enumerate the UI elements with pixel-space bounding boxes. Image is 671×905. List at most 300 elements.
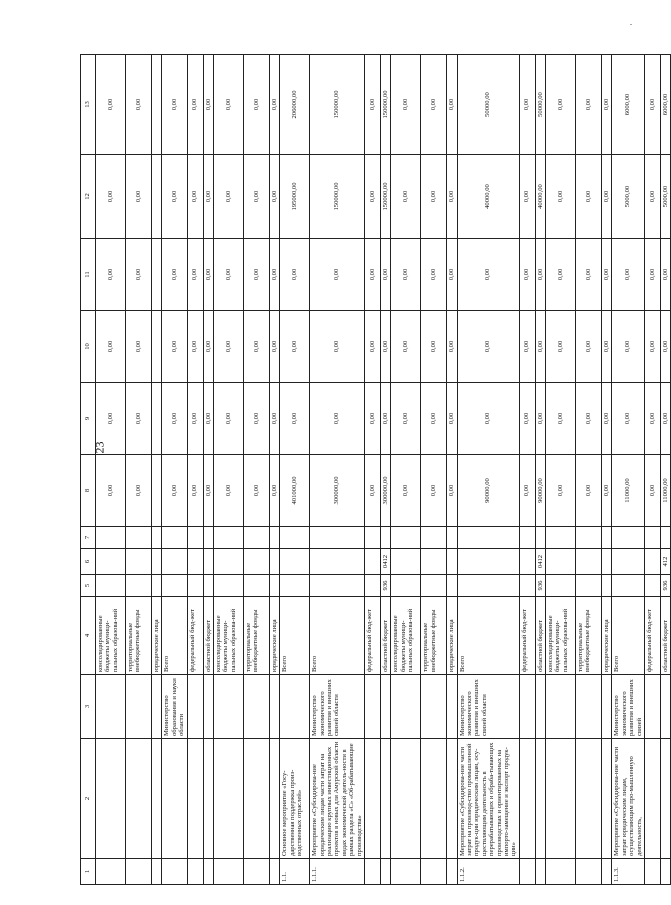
cell-col-4: Всего — [612, 597, 645, 675]
cell-col-6 — [213, 549, 243, 575]
cell-col-9: 0,00 — [546, 383, 576, 455]
cell-col-1 — [535, 859, 545, 885]
table-row — [660, 55, 670, 885]
cell-col-11: 0,00 — [162, 239, 187, 311]
cell-col-13: 150000,00 — [310, 55, 365, 155]
cell-col-6 — [187, 549, 203, 575]
cell-col-10: 0,00 — [535, 311, 545, 383]
cell-col-9: 0,00 — [519, 383, 535, 455]
cell-col-11: 0,00 — [280, 239, 310, 311]
cell-col-11: 0,00 — [519, 239, 535, 311]
cell-col-9: 0,00 — [126, 383, 152, 455]
cell-col-3: Министерство образования и науки области — [162, 675, 187, 739]
cell-col-6 — [447, 549, 457, 575]
header-cell-3: 3 — [81, 675, 96, 739]
cell-col-3 — [126, 675, 152, 739]
cell-col-11: 0,00 — [364, 239, 380, 311]
cell-col-9: 0,00 — [421, 383, 447, 455]
cell-col-2 — [546, 739, 576, 859]
cell-col-9: 0,00 — [660, 383, 670, 455]
table-body — [96, 55, 671, 885]
cell-col-5: 936 — [380, 575, 390, 597]
rotated-page — [80, 75, 669, 885]
cell-col-5 — [152, 575, 162, 597]
cell-col-2 — [96, 739, 126, 859]
table-row — [310, 55, 365, 885]
cell-col-11: 0,00 — [546, 239, 576, 311]
cell-col-9: 0,00 — [447, 383, 457, 455]
cell-col-7 — [612, 527, 645, 549]
cell-col-9: 0,00 — [162, 383, 187, 455]
cell-col-10: 0,00 — [203, 311, 213, 383]
table-row — [612, 55, 645, 885]
cell-col-8: 401000,00 — [280, 455, 310, 527]
table-row — [602, 55, 612, 885]
cell-col-2 — [391, 739, 421, 859]
cell-col-1 — [380, 859, 390, 885]
cell-col-12: 0,00 — [126, 155, 152, 239]
cell-col-4: Всего — [457, 597, 519, 675]
cell-col-2 — [152, 739, 162, 859]
cell-col-10: 0,00 — [213, 311, 243, 383]
cell-col-1: 1.1.3. — [612, 859, 645, 885]
cell-col-5 — [644, 575, 660, 597]
cell-col-6 — [519, 549, 535, 575]
cell-col-5 — [447, 575, 457, 597]
cell-col-7 — [644, 527, 660, 549]
cell-col-9: 0,00 — [535, 383, 545, 455]
cell-col-11: 0,00 — [447, 239, 457, 311]
cell-col-11: 0,00 — [421, 239, 447, 311]
cell-col-12: 5000,00 — [660, 155, 670, 239]
cell-col-4: Всего — [310, 597, 365, 675]
table-row — [421, 55, 447, 885]
cell-col-3: Министерство экономического развития и внешних связей области — [310, 675, 365, 739]
header-cell-13: 13 — [81, 55, 96, 155]
cell-col-1 — [213, 859, 243, 885]
cell-col-10: 0,00 — [96, 311, 126, 383]
cell-col-1 — [546, 859, 576, 885]
cell-col-12: 40000,00 — [457, 155, 519, 239]
cell-col-7 — [152, 527, 162, 549]
cell-col-3 — [644, 675, 660, 739]
cell-col-4: юридические лица — [447, 597, 457, 675]
cell-col-2 — [162, 739, 187, 859]
cell-col-3 — [421, 675, 447, 739]
cell-col-1 — [96, 859, 126, 885]
cell-col-12: 0,00 — [447, 155, 457, 239]
header-cell-1: 1 — [81, 859, 96, 885]
cell-col-10: 0,00 — [162, 311, 187, 383]
cell-col-13: 0,00 — [269, 55, 279, 155]
cell-col-7 — [213, 527, 243, 549]
cell-col-5 — [126, 575, 152, 597]
cell-col-3 — [391, 675, 421, 739]
cell-col-12: 0,00 — [96, 155, 126, 239]
cell-col-9: 0,00 — [280, 383, 310, 455]
cell-col-1 — [576, 859, 602, 885]
cell-col-9: 0,00 — [612, 383, 645, 455]
cell-col-10: 0,00 — [391, 311, 421, 383]
cell-col-9: 0,00 — [96, 383, 126, 455]
cell-col-8: 0,00 — [519, 455, 535, 527]
cell-col-10: 0,00 — [380, 311, 390, 383]
cell-col-4: консолидированные бюджеты муници-пальных образова-ний — [96, 597, 126, 675]
cell-col-1 — [391, 859, 421, 885]
cell-col-6 — [162, 549, 187, 575]
cell-col-6: 0412 — [535, 549, 545, 575]
cell-col-4: федеральный бюд-жет — [187, 597, 203, 675]
cell-col-10: 0,00 — [602, 311, 612, 383]
header-cell-8: 8 — [81, 455, 96, 527]
cell-col-5 — [576, 575, 602, 597]
cell-col-6 — [421, 549, 447, 575]
cell-col-2 — [380, 739, 390, 859]
cell-col-8: 0,00 — [213, 455, 243, 527]
cell-col-13: 0,00 — [364, 55, 380, 155]
cell-col-8: 0,00 — [126, 455, 152, 527]
cell-col-5: 936 — [660, 575, 670, 597]
cell-col-11: 0,00 — [644, 239, 660, 311]
header-cell-11: 11 — [81, 239, 96, 311]
cell-col-6 — [576, 549, 602, 575]
cell-col-7 — [447, 527, 457, 549]
cell-col-2 — [243, 739, 269, 859]
cell-col-13: 0,00 — [644, 55, 660, 155]
cell-col-9: 0,00 — [457, 383, 519, 455]
cell-col-11: 0,00 — [243, 239, 269, 311]
cell-col-6 — [644, 549, 660, 575]
cell-col-11: 0,00 — [310, 239, 365, 311]
cell-col-1 — [421, 859, 447, 885]
cell-col-7 — [391, 527, 421, 549]
cell-col-4: консолидированные бюджеты муници-пальных образова-ний — [213, 597, 243, 675]
cell-col-13: 0,00 — [391, 55, 421, 155]
cell-col-4: территориальные внебюджетные фонды — [126, 597, 152, 675]
cell-col-9: 0,00 — [243, 383, 269, 455]
header-cell-9: 9 — [81, 383, 96, 455]
cell-col-13: 150000,00 — [380, 55, 390, 155]
cell-col-1 — [162, 859, 187, 885]
cell-col-5 — [162, 575, 187, 597]
cell-col-3 — [602, 675, 612, 739]
cell-col-7 — [96, 527, 126, 549]
cell-col-2 — [187, 739, 203, 859]
cell-col-11: 0,00 — [576, 239, 602, 311]
cell-col-11: 0,00 — [535, 239, 545, 311]
cell-col-12: 0,00 — [203, 155, 213, 239]
cell-col-5 — [457, 575, 519, 597]
cell-col-2 — [576, 739, 602, 859]
cell-col-1: 1.1. — [280, 859, 310, 885]
cell-col-10: 0,00 — [612, 311, 645, 383]
cell-col-11: 0,00 — [602, 239, 612, 311]
cell-col-2 — [519, 739, 535, 859]
cell-col-10: 0,00 — [126, 311, 152, 383]
cell-col-13: 0,00 — [576, 55, 602, 155]
cell-col-3 — [96, 675, 126, 739]
cell-col-12: 0,00 — [602, 155, 612, 239]
cell-col-3: Министерство экономического развития и внешних связей области — [457, 675, 519, 739]
cell-col-5 — [391, 575, 421, 597]
cell-col-9: 0,00 — [380, 383, 390, 455]
table-row — [546, 55, 576, 885]
cell-col-1 — [187, 859, 203, 885]
cell-col-6 — [243, 549, 269, 575]
header-cell-12: 12 — [81, 155, 96, 239]
cell-col-2: Мероприятие «Субсидирова-ние части затрат юридическим лицам, осуществляющим про-мышленную деятельность, — [612, 739, 645, 859]
cell-col-12: 0,00 — [576, 155, 602, 239]
cell-col-2 — [535, 739, 545, 859]
cell-col-4: федеральный бюд-жет — [644, 597, 660, 675]
cell-col-12: 0,00 — [213, 155, 243, 239]
cell-col-12: 0,00 — [546, 155, 576, 239]
cell-col-8: 0,00 — [602, 455, 612, 527]
cell-col-13: 0,00 — [96, 55, 126, 155]
cell-col-8: 11000,00 — [612, 455, 645, 527]
cell-col-3 — [576, 675, 602, 739]
cell-col-13 — [152, 55, 162, 155]
cell-col-5 — [187, 575, 203, 597]
cell-col-8: 0,00 — [576, 455, 602, 527]
cell-col-11: 0,00 — [391, 239, 421, 311]
cell-col-7 — [243, 527, 269, 549]
cell-col-6 — [391, 549, 421, 575]
cell-col-13: 206000,00 — [280, 55, 310, 155]
cell-col-8: 90000,00 — [535, 455, 545, 527]
header-cell-4: 4 — [81, 597, 96, 675]
cell-col-9: 0,00 — [391, 383, 421, 455]
cell-col-2: Мероприятие «Субсидирова-ние части затрат на производ-ство промышленной продук-ции юридическим лицам, осу-ществляющим деятельность в перерабатывающих и обраба-тывающих производствах и ориентированных на импорто-замещение и экспорт продук-ции» — [457, 739, 519, 859]
cell-col-6 — [457, 549, 519, 575]
cell-col-13: 0,00 — [243, 55, 269, 155]
cell-col-3 — [535, 675, 545, 739]
cell-col-6 — [612, 549, 645, 575]
cell-col-8: 0,00 — [546, 455, 576, 527]
cell-col-6 — [364, 549, 380, 575]
cell-col-1 — [203, 859, 213, 885]
cell-col-11: 0,00 — [612, 239, 645, 311]
cell-col-11 — [152, 239, 162, 311]
table-row — [280, 55, 310, 885]
cell-col-3 — [243, 675, 269, 739]
table-row — [457, 55, 519, 885]
cell-col-2 — [602, 739, 612, 859]
cell-col-10: 0,00 — [546, 311, 576, 383]
cell-col-12: 150000,00 — [310, 155, 365, 239]
cell-col-13: 0,00 — [546, 55, 576, 155]
cell-col-5 — [602, 575, 612, 597]
cell-col-7 — [457, 527, 519, 549]
scan-mark: . — [630, 18, 632, 27]
cell-col-4: юридические лица — [602, 597, 612, 675]
cell-col-4: федеральный бюд-жет — [519, 597, 535, 675]
table-container — [80, 75, 669, 885]
table-row — [126, 55, 152, 885]
cell-col-5 — [364, 575, 380, 597]
cell-col-11: 0,00 — [96, 239, 126, 311]
cell-col-7 — [519, 527, 535, 549]
cell-col-7 — [203, 527, 213, 549]
table-row — [535, 55, 545, 885]
cell-col-8: 0,00 — [243, 455, 269, 527]
cell-col-1 — [126, 859, 152, 885]
cell-col-3 — [364, 675, 380, 739]
cell-col-10 — [152, 311, 162, 383]
cell-col-6: 0412 — [380, 549, 390, 575]
header-row — [81, 55, 96, 885]
cell-col-4: Всего — [162, 597, 187, 675]
cell-col-9: 0,00 — [187, 383, 203, 455]
cell-col-12: 0,00 — [269, 155, 279, 239]
cell-col-2: Основное мероприятие «Госу-дарственная поддержка произ-водственных отраслей» — [280, 739, 310, 859]
cell-col-1 — [152, 859, 162, 885]
cell-col-10: 0,00 — [576, 311, 602, 383]
cell-col-7 — [364, 527, 380, 549]
cell-col-13: 0,00 — [602, 55, 612, 155]
cell-col-4: областной бюджет — [660, 597, 670, 675]
cell-col-12: 0,00 — [187, 155, 203, 239]
cell-col-4: территориальные внебюджетные фонды — [576, 597, 602, 675]
cell-col-3 — [213, 675, 243, 739]
cell-col-8: 90000,00 — [457, 455, 519, 527]
cell-col-5 — [269, 575, 279, 597]
table-row — [644, 55, 660, 885]
cell-col-3 — [269, 675, 279, 739]
cell-col-11: 0,00 — [269, 239, 279, 311]
table-row — [391, 55, 421, 885]
cell-col-10: 0,00 — [269, 311, 279, 383]
cell-col-8: 0,00 — [187, 455, 203, 527]
table-row — [447, 55, 457, 885]
cell-col-1 — [269, 859, 279, 885]
cell-col-10: 0,00 — [421, 311, 447, 383]
cell-col-5 — [519, 575, 535, 597]
cell-col-4: областной бюджет — [203, 597, 213, 675]
cell-col-7 — [310, 527, 365, 549]
table-row — [96, 55, 126, 885]
cell-col-4: территориальные внебюджетные фонды — [243, 597, 269, 675]
cell-col-6 — [280, 549, 310, 575]
cell-col-11: 0,00 — [213, 239, 243, 311]
header-cell-7: 7 — [81, 527, 96, 549]
header-cell-6: 6 — [81, 549, 96, 575]
cell-col-8: 0,00 — [447, 455, 457, 527]
cell-col-5 — [203, 575, 213, 597]
cell-col-7 — [380, 527, 390, 549]
cell-col-4: юридические лица — [269, 597, 279, 675]
cell-col-2 — [644, 739, 660, 859]
cell-col-1 — [644, 859, 660, 885]
cell-col-5 — [310, 575, 365, 597]
cell-col-3 — [280, 675, 310, 739]
cell-col-12: 0,00 — [519, 155, 535, 239]
cell-col-13: 0,00 — [213, 55, 243, 155]
cell-col-11: 0,00 — [660, 239, 670, 311]
cell-col-6 — [203, 549, 213, 575]
cell-col-8: 0,00 — [203, 455, 213, 527]
cell-col-3 — [380, 675, 390, 739]
header-cell-10: 10 — [81, 311, 96, 383]
header-cell-5: 5 — [81, 575, 96, 597]
cell-col-5 — [96, 575, 126, 597]
cell-col-10: 0,00 — [187, 311, 203, 383]
cell-col-3 — [660, 675, 670, 739]
cell-col-2 — [421, 739, 447, 859]
cell-col-4: Всего — [280, 597, 310, 675]
cell-col-8: 300000,00 — [380, 455, 390, 527]
cell-col-1 — [243, 859, 269, 885]
cell-col-2 — [213, 739, 243, 859]
table-row — [269, 55, 279, 885]
cell-col-12: 0,00 — [391, 155, 421, 239]
cell-col-11: 0,00 — [187, 239, 203, 311]
cell-col-2 — [660, 739, 670, 859]
cell-col-9: 0,00 — [203, 383, 213, 455]
cell-col-13: 50000,00 — [457, 55, 519, 155]
cell-col-5 — [612, 575, 645, 597]
cell-col-9: 0,00 — [269, 383, 279, 455]
cell-col-2: Мероприятие «Субсидирова-ние юридическим лицам части затрат на реализацию крупных инвестиционных проектов в новых для Амурской области видах экономической деятель-ности в рамках раздела «С» «Об-рабатывающие производства» — [310, 739, 365, 859]
cell-col-12: 0,00 — [243, 155, 269, 239]
cell-col-3 — [519, 675, 535, 739]
cell-col-13: 0,00 — [187, 55, 203, 155]
cell-col-13: 0,00 — [421, 55, 447, 155]
table-row — [162, 55, 187, 885]
cell-col-13: 6000,00 — [660, 55, 670, 155]
cell-col-8 — [152, 455, 162, 527]
cell-col-11: 0,00 — [126, 239, 152, 311]
cell-col-7 — [280, 527, 310, 549]
cell-col-12: 40000,00 — [535, 155, 545, 239]
cell-col-13: 0,00 — [162, 55, 187, 155]
cell-col-6 — [96, 549, 126, 575]
cell-col-7 — [187, 527, 203, 549]
cell-col-10: 0,00 — [457, 311, 519, 383]
cell-col-1: 1.1.1. — [310, 859, 365, 885]
cell-col-2 — [269, 739, 279, 859]
budget-table — [80, 54, 671, 885]
cell-col-9 — [152, 383, 162, 455]
cell-col-3 — [187, 675, 203, 739]
cell-col-6 — [152, 549, 162, 575]
cell-col-8: 0,00 — [269, 455, 279, 527]
cell-col-1 — [519, 859, 535, 885]
cell-col-12: 0,00 — [644, 155, 660, 239]
cell-col-2 — [447, 739, 457, 859]
cell-col-5 — [546, 575, 576, 597]
table-row — [203, 55, 213, 885]
cell-col-10: 0,00 — [280, 311, 310, 383]
cell-col-7 — [421, 527, 447, 549]
page-number: 23 — [92, 441, 107, 454]
cell-col-9: 0,00 — [310, 383, 365, 455]
table-row — [243, 55, 269, 885]
cell-col-8: 0,00 — [644, 455, 660, 527]
cell-col-1 — [364, 859, 380, 885]
cell-col-9: 0,00 — [576, 383, 602, 455]
cell-col-4: юридические лица — [152, 597, 162, 675]
cell-col-5 — [280, 575, 310, 597]
table-row — [576, 55, 602, 885]
cell-col-10: 0,00 — [660, 311, 670, 383]
table-row — [519, 55, 535, 885]
cell-col-2 — [126, 739, 152, 859]
table-row — [213, 55, 243, 885]
cell-col-12: 0,00 — [364, 155, 380, 239]
cell-col-3 — [447, 675, 457, 739]
cell-col-9: 0,00 — [644, 383, 660, 455]
